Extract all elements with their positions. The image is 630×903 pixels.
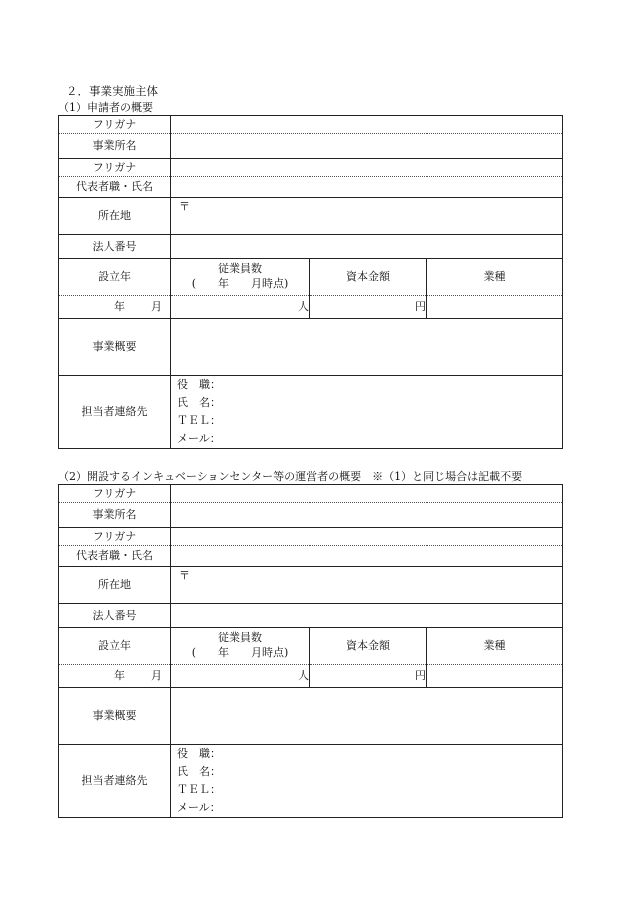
representative-label: 代表者職・氏名 [59, 177, 171, 198]
representative-field[interactable] [171, 546, 563, 567]
contact-email: メール： [177, 432, 221, 445]
contact-tel: ＴＥＬ： [177, 783, 221, 796]
industry-label: 業種 [427, 259, 563, 296]
month-unit: 月 [151, 300, 162, 314]
corp-number-field[interactable] [171, 604, 563, 628]
employees-note: ( 年 月時点) [191, 646, 289, 659]
employees-label: 従業員数 [218, 262, 262, 276]
representative-furigana-label: フリガナ [59, 159, 171, 177]
employees-field[interactable] [171, 296, 310, 319]
applicant-table [58, 115, 563, 449]
furigana-field[interactable] [171, 485, 563, 503]
employees-header [171, 628, 310, 665]
yen-unit: 円 [415, 669, 426, 683]
capital-label: 資本金額 [310, 259, 427, 296]
contact-position: 役 職： [177, 378, 221, 391]
subsection-title-applicant: （1）申請者の概要 [58, 101, 153, 114]
contact-field[interactable] [171, 376, 563, 449]
founded-field[interactable] [59, 296, 171, 319]
contact-label: 担当者連絡先 [59, 745, 171, 818]
industry-field[interactable] [427, 296, 563, 319]
section-title: ２．事業実施主体 [66, 84, 158, 98]
capital-label: 資本金額 [310, 628, 427, 665]
contact-email: メール： [177, 801, 221, 814]
persons-unit: 人 [298, 669, 309, 683]
representative-furigana-field[interactable] [171, 528, 563, 546]
contact-name: 氏 名： [177, 396, 221, 409]
representative-label: 代表者職・氏名 [59, 546, 171, 567]
business-name-field[interactable] [171, 503, 563, 528]
representative-field[interactable] [171, 177, 563, 198]
furigana-label: フリガナ [59, 116, 171, 134]
contact-label: 担当者連絡先 [59, 376, 171, 449]
address-label: 所在地 [59, 198, 171, 235]
contact-name: 氏 名： [177, 765, 221, 778]
year-unit: 年 [114, 300, 125, 314]
representative-furigana-field[interactable] [171, 159, 563, 177]
corp-number-label: 法人番号 [59, 604, 171, 628]
capital-field[interactable] [310, 296, 427, 319]
business-summary-field[interactable] [171, 688, 563, 745]
contact-position: 役 職： [177, 747, 221, 760]
employees-header [171, 259, 310, 296]
business-name-label: 事業所名 [59, 503, 171, 528]
furigana-field[interactable] [171, 116, 563, 134]
business-summary-label: 事業概要 [59, 688, 171, 745]
subsection-title-operator: （2）開設するインキュベーションセンター等の運営者の概要 ※（1）と同じ場合は記載不要 [58, 470, 523, 483]
industry-field[interactable] [427, 665, 563, 688]
employees-field[interactable] [171, 665, 310, 688]
founded-label: 設立年 [59, 259, 171, 296]
operator-table [58, 484, 563, 818]
business-summary-label: 事業概要 [59, 319, 171, 376]
business-summary-field[interactable] [171, 319, 563, 376]
postal-mark: 〒 [179, 569, 190, 582]
founded-field[interactable] [59, 665, 171, 688]
address-label: 所在地 [59, 567, 171, 604]
employees-label: 従業員数 [218, 631, 262, 645]
representative-furigana-label: フリガナ [59, 528, 171, 546]
employees-note: ( 年 月時点) [191, 277, 289, 290]
business-name-label: 事業所名 [59, 134, 171, 159]
founded-label: 設立年 [59, 628, 171, 665]
industry-label: 業種 [427, 628, 563, 665]
persons-unit: 人 [298, 300, 309, 314]
address-field[interactable] [171, 567, 563, 604]
contact-tel: ＴＥＬ： [177, 414, 221, 427]
year-unit: 年 [114, 669, 125, 683]
contact-field[interactable] [171, 745, 563, 818]
corp-number-label: 法人番号 [59, 235, 171, 259]
furigana-label: フリガナ [59, 485, 171, 503]
capital-field[interactable] [310, 665, 427, 688]
month-unit: 月 [151, 669, 162, 683]
address-field[interactable] [171, 198, 563, 235]
corp-number-field[interactable] [171, 235, 563, 259]
yen-unit: 円 [415, 300, 426, 314]
postal-mark: 〒 [179, 200, 190, 213]
business-name-field[interactable] [171, 134, 563, 159]
